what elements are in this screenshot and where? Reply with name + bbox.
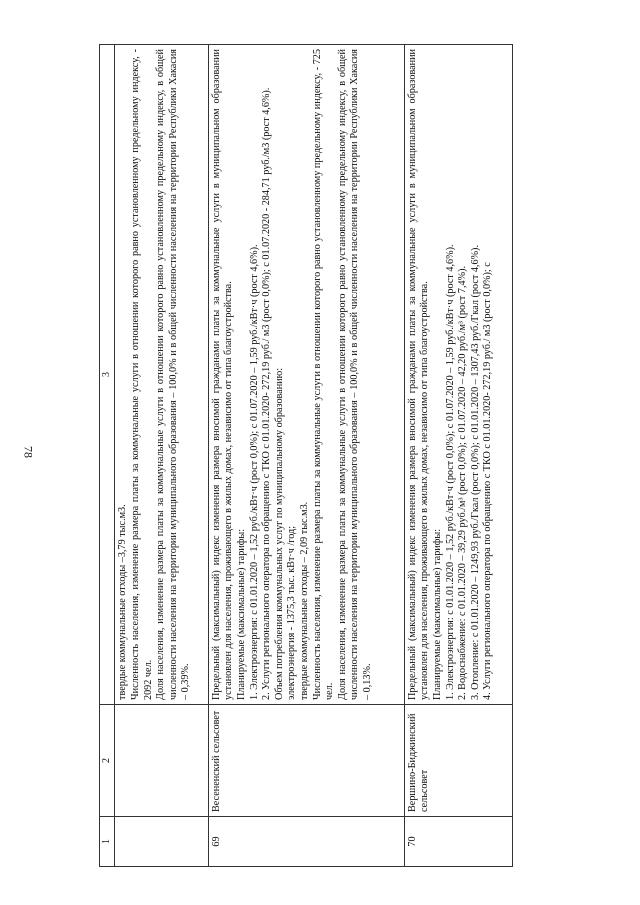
text-line: твердые коммунальные отходы – 2,09 тыс.м3. [299,501,311,700]
row-number: 69 [208,817,404,867]
text-line: Планируемые (максимальные) тарифы: [236,528,248,700]
rotated-table-container [99,45,513,867]
text-line: Планируемые (максимальные) тарифы: [432,528,443,700]
text-line: 1. Электроэнергия: с 01.01.2020 – 1,52 руб./кВт·ч (рост 0,0%); с 01.07.2020 – 1,59 руб./кВт·ч (рост 4,6%). [444,244,456,700]
text-line: 3. Отопление: с 01.01.2020 – 1249,93 руб./Гкал (рост 0,0%); с 01.01.2020 – 1307,43 руб./Гкал (рост 4,6%). [469,245,481,700]
row-content [404,45,512,705]
row-number [115,817,209,867]
table-row [115,45,209,867]
text-line: 2. Водоснабжение: с 01.01.2020 – 39,29 руб./м³ (рост 0,0%); с 01.07.2020 – 42,20 руб./м³ (рост 7,4%). [457,265,469,700]
text-line: 1. Электроэнергия: с 01.01.2020 – 1,52 руб./кВт·ч (рост 0,0%); с 01.07.2020 – 1,59 руб./кВт·ч (рост 4,6%). [248,244,260,700]
text-line: Объем потребления коммунальных услуг по муниципальному образованию: [273,367,285,700]
text-line: Предельный (максимальный) индекс изменения размера вносимой гражданами платы за коммунальные услуги в муниципальном образовании установлен для населения, проживающего в жилых домах, независимо от типа благоустройства. [210,49,235,700]
row-content [208,45,404,705]
page-number: 78 [21,446,36,458]
municipality-name: Вершино-Биджинский сельсовет [404,705,512,817]
table-header-row [100,45,115,867]
municipality-name: Весененский сельсовет [208,705,404,817]
text-line: Предельный (максимальный) индекс изменения размера вносимой гражданами платы за коммунальные услуги в муниципальном образовании установлен для населения, проживающего в жилых домах, независимо от типа благоустройства. [406,49,431,700]
text-line: 4. Услуги регионального оператора по обращению с ТКО с 01.01.2020- 272,19 руб./ м3 (рост 0,0%); с [482,262,494,700]
header-col-3: 3 [100,45,115,705]
text-line: Численность населения, изменение размера платы за коммунальные услуги в отношении которого равно установленному предельному индексу, - 2092 чел. [129,49,154,700]
municipality-name [115,705,209,817]
table-row [404,45,512,867]
text-line: твердые коммунальные отходы –3,79 тыс.м3. [117,504,129,700]
header-col-1: 1 [100,817,115,867]
row-number: 70 [404,817,512,867]
row-content [115,45,209,705]
text-line: 2. Услуги регионального оператора по обращению с ТКО с 01.01.2020- 272,19 руб./ м3 (рост 0,0%); с 01.07.2020 - 284,71 руб./м3 (рост 4,6%). [261,87,273,700]
text-line: электроэнергия - 1375,3 тыс. кВт·ч /год; [286,525,298,700]
table-row [208,45,404,867]
tariff-table [99,44,513,867]
text-line: Численность населения, изменение размера платы за коммунальные услуги в отношении которого равно установленному предельному индексу, - 725 чел. [311,49,336,700]
text-line: Доля населения, изменение размера платы за коммунальные услуги в отношении которого равно установленному предельному индексу, в общей численности населения на территории муниципального образования – 100,0% и в общей численности населения на территории Республики Хакасия – 0,13%. [336,49,374,700]
text-line: Доля населения, изменение размера платы за коммунальные услуги в отношении которого равно установленному предельному индексу, в общей численности населения на территории муниципального образования – 100,0% и в общей численности населения на территории Республики Хакасия – 0,39%. [155,49,192,700]
header-col-2: 2 [100,705,115,817]
